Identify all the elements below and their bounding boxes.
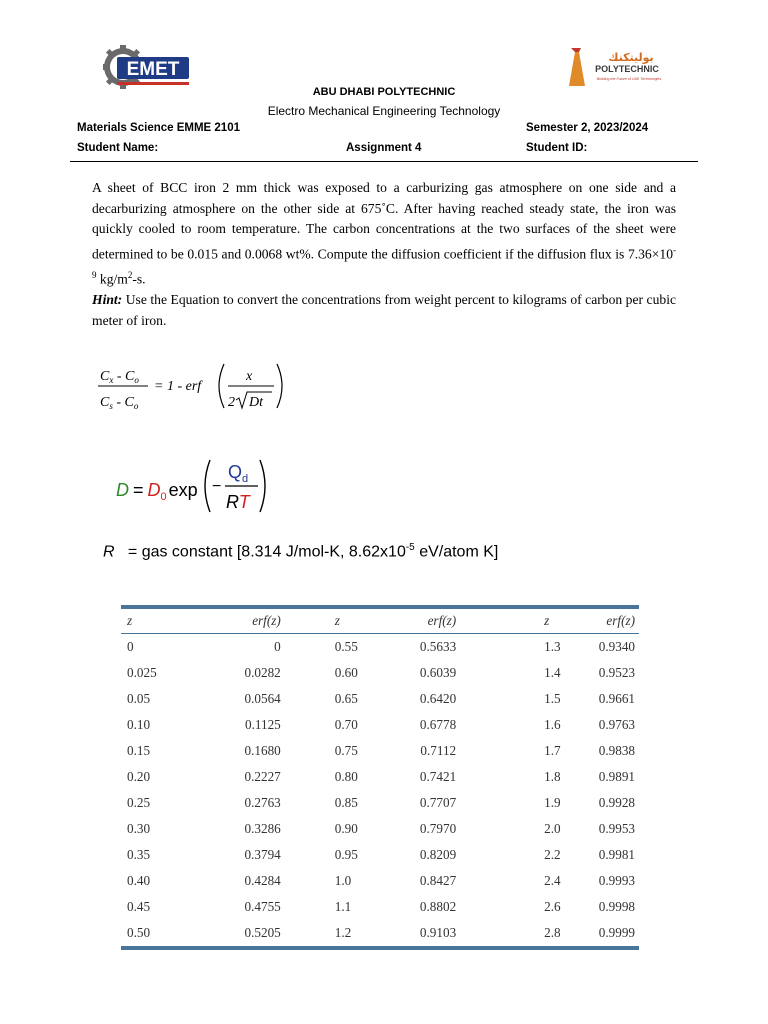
erf-cell: 0.9763 xyxy=(598,717,635,732)
table-row xyxy=(121,816,639,842)
table-row xyxy=(121,660,639,686)
z-cell: 1.5 xyxy=(544,691,561,706)
institution-name: ABU DHABI POLYTECHNIC xyxy=(312,86,456,98)
diffusion-coefficient-equation xyxy=(112,456,272,516)
svg-text:Cx - Co: $C_x - C_o$ xyxy=(100,369,139,385)
erf-cell: 0.9661 xyxy=(598,691,635,706)
z-cell: 2.2 xyxy=(544,847,561,862)
z-cell: 1.6 xyxy=(544,717,561,732)
z-cell: 1.2 xyxy=(329,920,385,948)
polytechnic-logo-text: POLYTECHNIC xyxy=(595,64,659,74)
z-cell: 0.80 xyxy=(334,769,358,784)
z-cell: 0.85 xyxy=(334,795,358,810)
column-header-z: z xyxy=(121,607,209,634)
erf-cell: 0.7421 xyxy=(419,769,457,784)
z-cell: 1.9 xyxy=(544,795,561,810)
erf-cell: 0.9928 xyxy=(598,795,635,810)
erf-cell: 0.2763 xyxy=(244,795,281,810)
emet-logo xyxy=(103,44,195,90)
table-row xyxy=(121,920,639,948)
z-cell: 0 xyxy=(127,639,134,654)
erf-cell: 0.9891 xyxy=(598,769,635,784)
z-cell: 0.30 xyxy=(127,821,151,836)
erf-cell: 0.1125 xyxy=(244,717,281,732)
z-cell: 0.20 xyxy=(127,769,151,784)
hint xyxy=(92,290,676,331)
erf-cell: 0.9838 xyxy=(598,743,635,758)
svg-text:Qd: $Q_d$ xyxy=(228,462,249,485)
z-cell: 1.4 xyxy=(544,665,561,680)
erf-cell: 0.5633 xyxy=(419,639,457,654)
table-row xyxy=(121,712,639,738)
erf-cell: 0.9993 xyxy=(598,873,635,888)
z-cell: 0.15 xyxy=(127,743,151,758)
table-row xyxy=(121,634,639,661)
erf-cell: 0.7112 xyxy=(420,743,457,758)
erf-table xyxy=(121,605,639,971)
polytechnic-logo xyxy=(565,46,679,90)
polytechnic-logo-arabic: بوليتكنك xyxy=(608,51,654,64)
erf-cell: 0.3794 xyxy=(244,847,281,862)
erf-cell: 0.6420 xyxy=(419,691,457,706)
student-name-label: Student Name: xyxy=(77,142,159,154)
z-cell: 1.3 xyxy=(544,639,561,654)
erf-cell: 0.2227 xyxy=(244,769,281,784)
erf-cell: 0.4755 xyxy=(244,899,281,914)
emet-logo-text: EMET xyxy=(126,59,180,80)
z-cell: 0.25 xyxy=(127,795,151,810)
svg-text:RT: RT xyxy=(226,492,250,512)
z-cell: 0.40 xyxy=(127,873,151,888)
z-cell: 0.45 xyxy=(127,899,151,914)
problem-statement xyxy=(92,178,676,331)
column-header-erf: erf(z) xyxy=(593,607,639,634)
assignment-title: Assignment 4 xyxy=(346,142,422,154)
erf-cell: 0.8802 xyxy=(419,899,457,914)
department-name: Electro Mechanical Engineering Technology xyxy=(267,104,501,118)
erf-cell: 0.0564 xyxy=(244,691,281,706)
z-cell: 0.60 xyxy=(334,665,358,680)
erf-cell: 0.7970 xyxy=(419,821,457,836)
table-row xyxy=(121,842,639,868)
svg-text:2: 2 xyxy=(228,395,235,410)
student-id-label: Student ID: xyxy=(526,142,588,154)
table-row xyxy=(121,764,639,790)
erf-cell: 0.4284 xyxy=(244,873,281,888)
z-cell: 2.4 xyxy=(544,873,561,888)
erf-cell: 0.9981 xyxy=(598,847,635,862)
z-cell: 1.0 xyxy=(334,873,352,888)
erf-cell: 0.5205 xyxy=(209,920,328,948)
erf-cell: 0.9998 xyxy=(598,899,635,914)
erf-cell: 0.9953 xyxy=(598,821,635,836)
erf-cell: 0.8427 xyxy=(419,873,457,888)
table-row xyxy=(121,868,639,894)
erf-table-header-row xyxy=(121,607,639,634)
table-row xyxy=(121,738,639,764)
z-cell: 2.6 xyxy=(544,899,561,914)
table-row xyxy=(121,894,639,920)
semester: Semester 2, 2023/2024 xyxy=(526,122,649,134)
erf-cell: 0.8209 xyxy=(419,847,457,862)
svg-text:x: x xyxy=(246,369,253,384)
erf-cell: 0.1680 xyxy=(244,743,281,758)
z-cell: 0.65 xyxy=(334,691,358,706)
erf-cell: 0.9999 xyxy=(593,920,639,948)
z-cell: 0.10 xyxy=(127,717,151,732)
z-cell: 0.95 xyxy=(334,847,358,862)
erf-cell: 0.3286 xyxy=(244,821,281,836)
column-header-z: z xyxy=(504,607,593,634)
problem-text: A sheet of BCC iron 2 mm thick was exposed to a carburizing gas atmosphere on one side and a decarburizing atmosphere on the other side at 675˚C. After having reached steady state, the iron was quickly cooled to room temperature. The carbon concentrations at the two surfaces of the sheet were determined to be 0.015 and 0.0068 wt%. Compute the diffusion coefficient if the diffusion flux is $7.36\times 10^{-9}$ $kg/m^2-s$. xyxy=(92,180,676,287)
z-cell: 0.35 xyxy=(127,847,151,862)
table-row xyxy=(121,686,639,712)
gas-constant-note: R = gas constant [8.314 J/mol-K, $8.62x10^{-5}$ eV/atom K] xyxy=(103,542,499,561)
z-cell: 0.90 xyxy=(334,821,358,836)
erf-cell: 0.7707 xyxy=(419,795,457,810)
z-cell: 2.8 xyxy=(504,920,593,948)
hint-label: Hint: xyxy=(92,292,123,308)
erf-cell: 0.6039 xyxy=(419,665,457,680)
polytechnic-logo-tagline: Building the Future of UAE Technologies xyxy=(596,77,662,81)
erf-equation xyxy=(96,358,296,416)
z-cell: 0.05 xyxy=(127,691,151,706)
erf-cell: 0.6778 xyxy=(419,717,457,732)
course-title: Materials Science EMME 2101 xyxy=(77,122,240,134)
gas-constant-symbol: R xyxy=(103,543,115,561)
svg-text:D=D0exp: $D = D_0$ exp xyxy=(116,480,198,503)
erf-cell: 0.9103 xyxy=(385,920,504,948)
column-header-erf: erf(z) xyxy=(209,607,328,634)
svg-text:Dt: Dt xyxy=(249,395,263,410)
erf-cell: 0.0282 xyxy=(244,665,281,680)
z-cell: 0.75 xyxy=(334,743,358,758)
z-cell: 0.50 xyxy=(121,920,209,948)
column-header-erf: erf(z) xyxy=(385,607,504,634)
z-cell: 0.55 xyxy=(334,639,358,654)
z-cell: 1.8 xyxy=(544,769,561,784)
z-cell: 1.7 xyxy=(544,743,561,758)
svg-text:= 1 - erf: = 1 - erf xyxy=(154,379,202,394)
erf-cell: 0.9523 xyxy=(598,665,635,680)
hint-text: Use the Equation to convert the concentrations from weight percent to kilograms of carbon per cubic meter of iron. xyxy=(92,292,676,328)
column-header-z: z xyxy=(329,607,385,634)
table-row xyxy=(121,790,639,816)
erf-cell: 0 xyxy=(274,639,281,654)
erf-cell: 0.9340 xyxy=(598,639,635,654)
svg-text:−: − xyxy=(212,478,222,495)
header-divider xyxy=(70,161,698,162)
z-cell: 0.025 xyxy=(127,665,157,680)
svg-text:Cs - Co: $C_s - C_o$ xyxy=(100,395,139,411)
z-cell: 1.1 xyxy=(334,899,352,914)
z-cell: 2.0 xyxy=(544,821,561,836)
z-cell: 0.70 xyxy=(334,717,358,732)
